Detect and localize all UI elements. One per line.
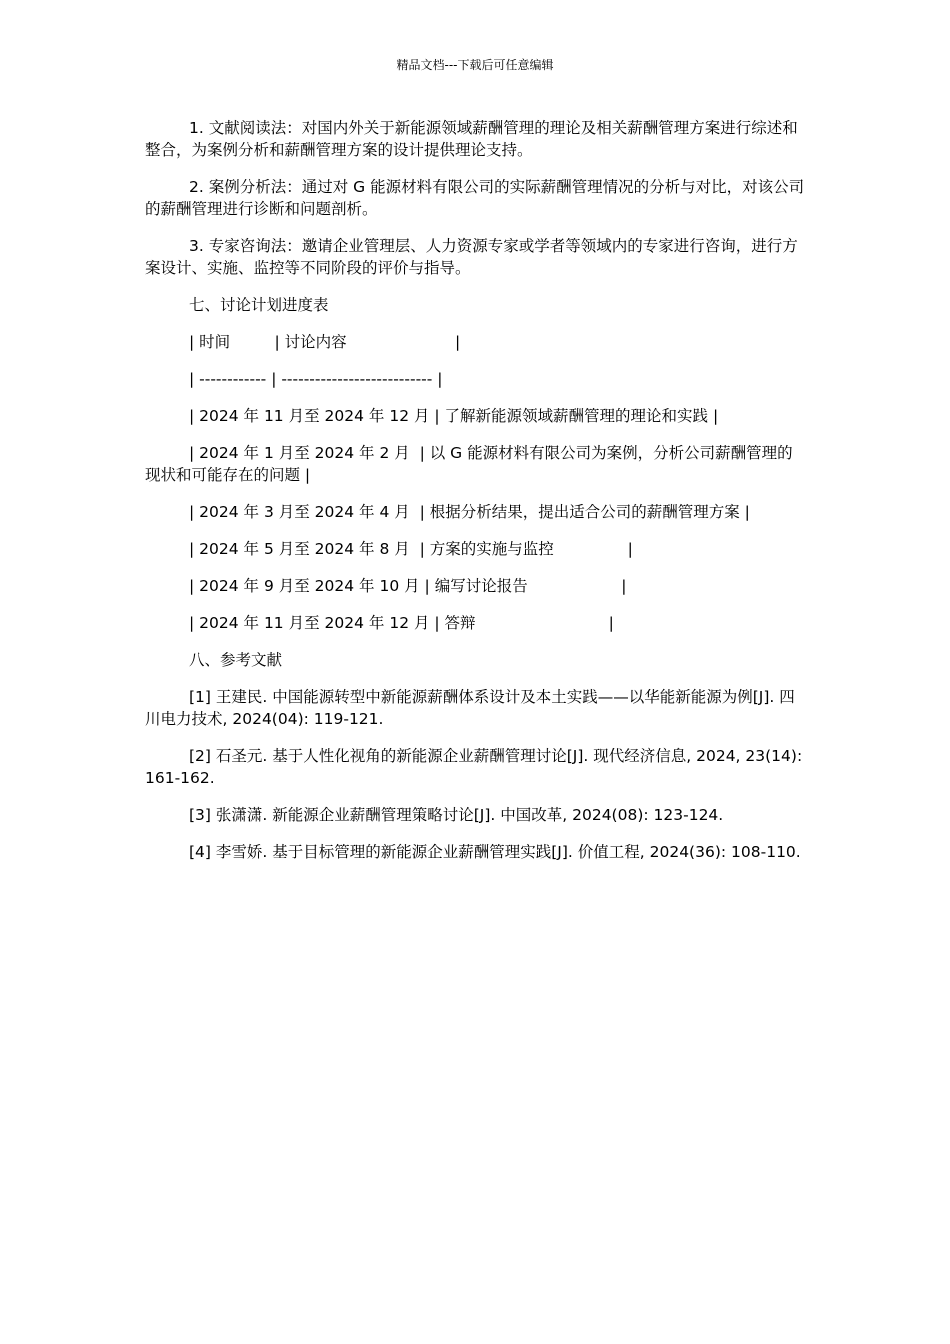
schedule-table-separator: | ------------ | --------------------------- |	[189, 370, 443, 388]
reference-item: [1] 王建民. 中国能源转型中新能源薪酬体系设计及本土实践——以华能新能源为例[J]. 四川电力技术, 2024(04): 119-121.	[145, 688, 795, 728]
schedule-row: | 2024 年 9 月至 2024 年 10 月 | 编写讨论报告 |	[189, 577, 627, 595]
schedule-row: | 2024 年 11 月至 2024 年 12 月 | 了解新能源领域薪酬管理的理论和实践 |	[189, 407, 719, 425]
method-literature-review: 1. 文献阅读法：对国内外关于新能源领域薪酬管理的理论及相关薪酬管理方案进行综述和整合，为案例分析和薪酬管理方案的设计提供理论支持。	[145, 119, 798, 159]
schedule-row: | 2024 年 5 月至 2024 年 8 月 | 方案的实施与监控 |	[189, 540, 633, 558]
reference-item: [2] 石圣元. 基于人性化视角的新能源企业薪酬管理讨论[J]. 现代经济信息, 2024, 23(14): 161-162.	[145, 747, 808, 787]
reference-item: [3] 张潇潇. 新能源企业薪酬管理策略讨论[J]. 中国改革, 2024(08): 123-124.	[189, 806, 724, 824]
method-case-analysis: 2. 案例分析法：通过对 G 能源材料有限公司的实际薪酬管理情况的分析与对比，对该公司的薪酬管理进行诊断和问题剖析。	[145, 178, 805, 218]
section-heading-references: 八、参考文献	[189, 651, 283, 669]
document-body	[145, 117, 808, 878]
schedule-row: | 2024 年 1 月至 2024 年 2 月 | 以 G 能源材料有限公司为案例，分析公司薪酬管理的现状和可能存在的问题 |	[145, 444, 793, 484]
section-heading-schedule: 七、讨论计划进度表	[189, 296, 329, 314]
schedule-row: | 2024 年 11 月至 2024 年 12 月 | 答辩 |	[189, 614, 614, 632]
schedule-row: | 2024 年 3 月至 2024 年 4 月 | 根据分析结果，提出适合公司的薪酬管理方案 |	[189, 503, 750, 521]
reference-item: [4] 李雪娇. 基于目标管理的新能源企业薪酬管理实践[J]. 价值工程, 2024(36): 108-110.	[189, 843, 801, 861]
schedule-table-header: | 时间 | 讨论内容 |	[189, 333, 461, 351]
method-expert-consultation: 3. 专家咨询法：邀请企业管理层、人力资源专家或学者等领域内的专家进行咨询，进行方案设计、实施、监控等不同阶段的评价与指导。	[145, 237, 798, 277]
page-header: 精品文档---下载后可任意编辑	[396, 58, 554, 72]
